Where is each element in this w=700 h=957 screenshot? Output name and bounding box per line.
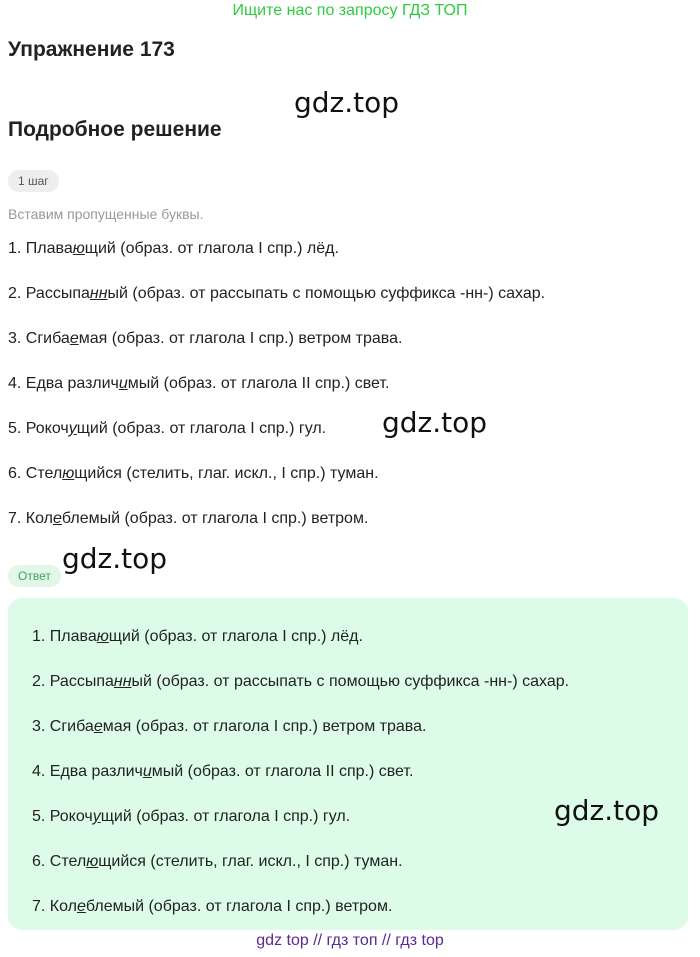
solution-line: 7. Колеблемый (образ. от глагола I спр.) ветром. (8, 510, 369, 527)
section-title: Подробное решение (8, 118, 222, 141)
solution-line: 5. Рокочущий (образ. от глагола I спр.) гул. (8, 420, 327, 437)
answer-line: 3. Сгибаемая (образ. от глагола I спр.) ветром трава. (32, 718, 427, 735)
solution-line: 4. Едва различимый (образ. от глагола II спр.) свет. (8, 375, 390, 392)
step-badge: 1 шаг (8, 170, 59, 192)
answer-line: 1. Плавающий (образ. от глагола I спр.) лёд. (32, 628, 363, 645)
answer-lines (32, 628, 569, 943)
answer-line: 5. Рокочущий (образ. от глагола I спр.) гул. (32, 808, 351, 825)
top-banner: Ищите нас по запросу ГДЗ ТОП (232, 2, 468, 19)
watermark: gdz.top (554, 794, 660, 827)
solution-line: 1. Плавающий (образ. от глагола I спр.) лёд. (8, 240, 339, 257)
answer-line: 2. Рассыпанный (образ. от рассыпать с помощью суффикса -нн-) сахар. (32, 673, 570, 690)
solution-lines (8, 240, 545, 555)
page-title: Упражнение 173 (8, 38, 175, 61)
watermark: gdz.top (294, 86, 400, 119)
answer-box (8, 598, 688, 930)
solution-line: 3. Сгибаемая (образ. от глагола I спр.) ветром трава. (8, 330, 403, 347)
answer-line: 4. Едва различимый (образ. от глагола II спр.) свет. (32, 763, 414, 780)
step-intro: Вставим пропущенные буквы. (8, 206, 204, 222)
answer-badge: Ответ (8, 565, 61, 587)
answer-line: 7. Колеблемый (образ. от глагола I спр.) ветром. (32, 898, 393, 915)
answer-line: 6. Стелющийся (стелить, глаг. искл., I спр.) туман. (32, 853, 403, 870)
solution-line: 6. Стелющийся (стелить, глаг. искл., I спр.) туман. (8, 465, 379, 482)
watermark: gdz.top (382, 406, 488, 439)
footer-links[interactable]: gdz top // гдз топ // гдз top (256, 932, 444, 949)
solution-line: 2. Рассыпанный (образ. от рассыпать с помощью суффикса -нн-) сахар. (8, 285, 546, 302)
watermark: gdz.top (62, 542, 168, 575)
